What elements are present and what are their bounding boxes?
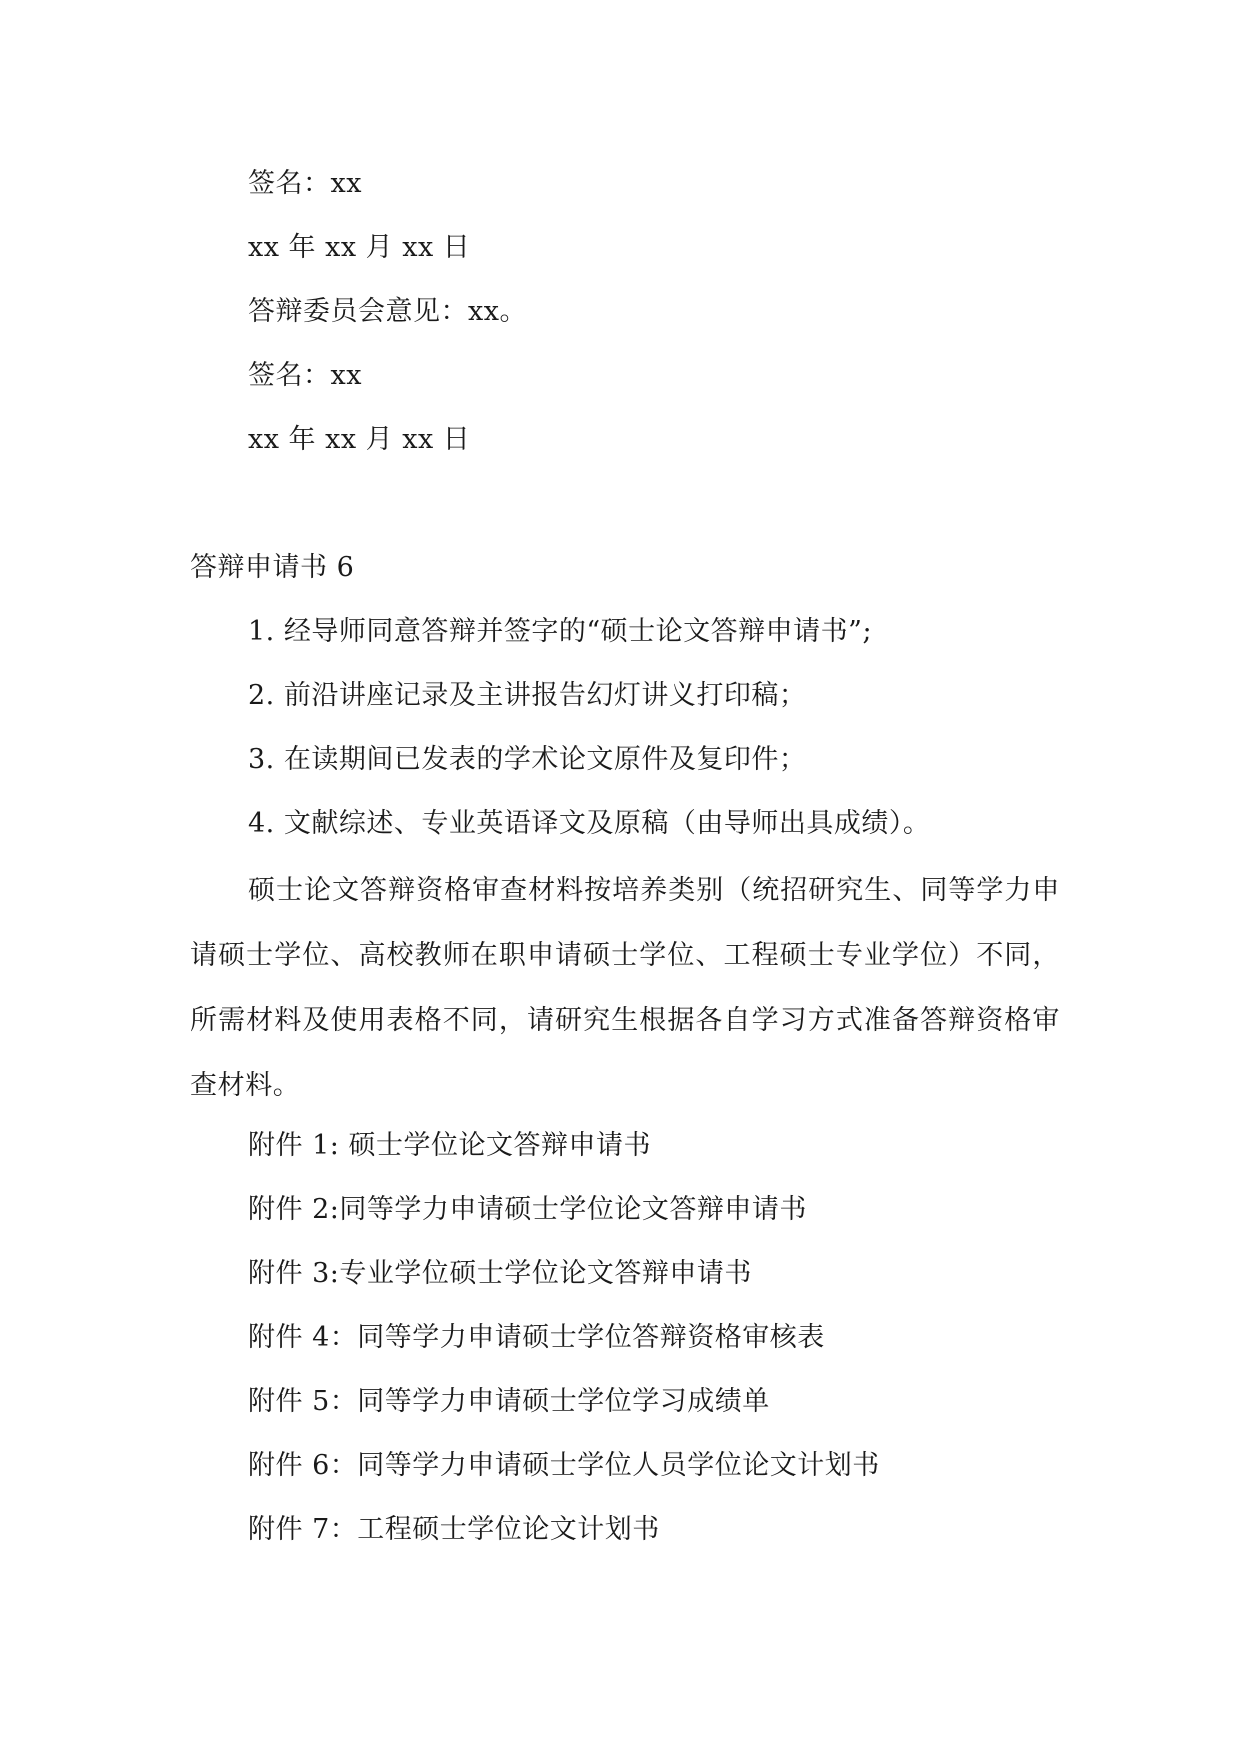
requirement-item: 2. 前沿讲座记录及主讲报告幻灯讲义打印稿； bbox=[248, 680, 807, 711]
attachment-item: 附件 2:同等学力申请硕士学位论文答辩申请书 bbox=[248, 1194, 807, 1225]
date-line-1: xx 年 xx 月 xx 日 bbox=[248, 232, 471, 263]
requirement-item: 1. 经导师同意答辩并签字的“硕士论文答辩申请书”; bbox=[248, 616, 873, 647]
requirement-item: 4. 文献综述、专业英语译文及原稿（由导师出具成绩）。 bbox=[248, 808, 931, 839]
signature-line-2: 签名：xx bbox=[248, 360, 362, 391]
date-line-2: xx 年 xx 月 xx 日 bbox=[248, 424, 471, 455]
attachment-item: 附件 7：工程硕士学位论文计划书 bbox=[248, 1514, 660, 1545]
section-title: 答辩申请书 6 bbox=[190, 552, 355, 583]
explanation-paragraph: 硕士论文答辩资格审查材料按培养类别（统招研究生、同等学力申请硕士学位、高校教师在职申请硕士学位、工程硕士专业学位）不同，所需材料及使用表格不同，请研究生根据各自学习方式准备答辩资格审查材料。 bbox=[190, 875, 1060, 1101]
attachment-item: 附件 6：同等学力申请硕士学位人员学位论文计划书 bbox=[248, 1450, 880, 1481]
attachment-item: 附件 3:专业学位硕士学位论文答辩申请书 bbox=[248, 1258, 752, 1289]
attachment-item: 附件 5：同等学力申请硕士学位学习成绩单 bbox=[248, 1386, 770, 1417]
signature-line-1: 签名：xx bbox=[248, 168, 362, 199]
attachment-item: 附件 1: 硕士学位论文答辩申请书 bbox=[248, 1130, 651, 1161]
attachment-item: 附件 4：同等学力申请硕士学位答辩资格审核表 bbox=[248, 1322, 825, 1353]
requirement-item: 3. 在读期间已发表的学术论文原件及复印件； bbox=[248, 744, 807, 775]
committee-opinion: 答辩委员会意见：xx。 bbox=[248, 296, 527, 327]
